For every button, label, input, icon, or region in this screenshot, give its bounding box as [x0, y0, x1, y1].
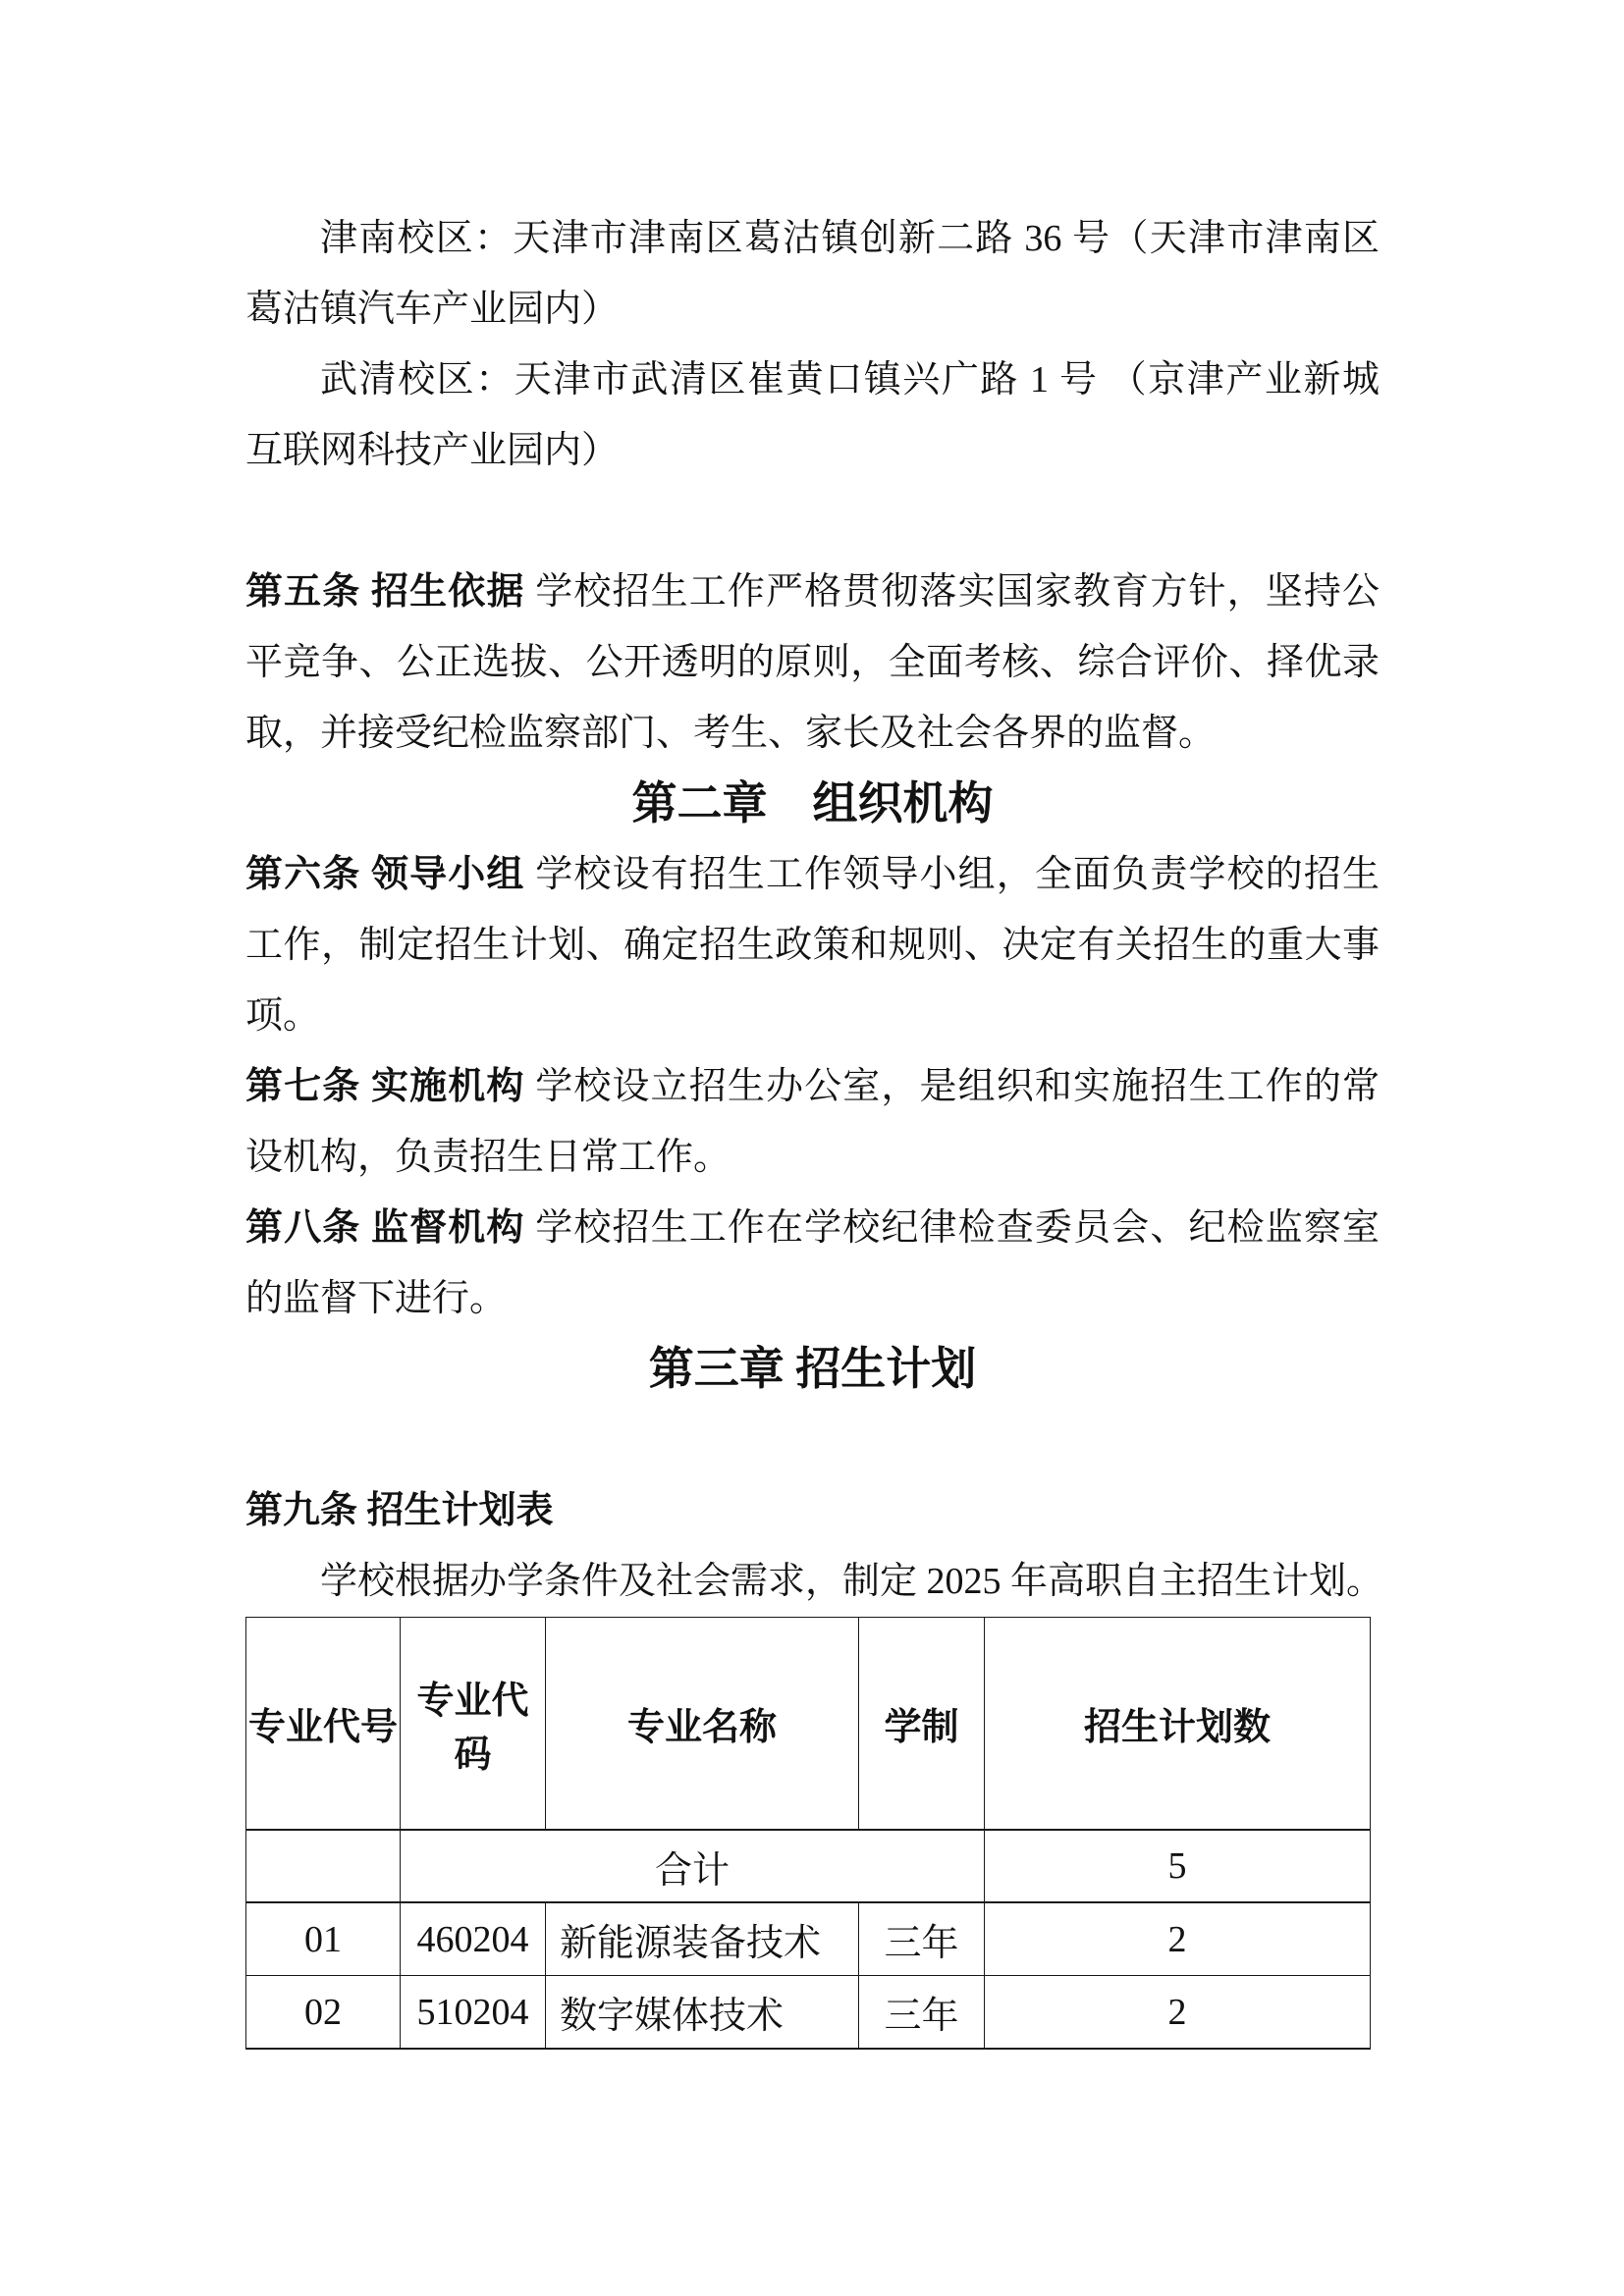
text-line: [245, 1546, 1384, 1617]
blank-line: [245, 486, 1380, 557]
chapter-heading: [245, 1334, 1380, 1405]
total-label-cell: 合计: [401, 1830, 985, 1902]
text-line: [245, 345, 1380, 415]
major-plan-cell: 2: [985, 1902, 1371, 1976]
text-run: 设机构，负责招生日常工作。: [245, 1137, 731, 1178]
major-code-cell: 510204: [401, 1976, 546, 2050]
document-content: [245, 203, 1384, 2050]
text-run: 项。: [245, 995, 321, 1037]
column-header: 专业代码: [401, 1618, 546, 1831]
bold-text-run: 第二章 组织机构: [631, 778, 994, 828]
major-name-cell: 数字媒体技术: [546, 1976, 859, 2050]
text-run: 工作，制定招生计划、确定招生政策和规则、决定有关招生的重大事: [245, 925, 1380, 966]
major-row: [246, 1902, 1371, 1976]
text-line: [245, 415, 1380, 486]
text-line: [245, 981, 1380, 1051]
bold-text-run: 第五条 招生依据: [245, 571, 525, 613]
text-line: [245, 1263, 1380, 1334]
bold-text-run: 第三章 招生计划: [648, 1344, 977, 1394]
text-line: [245, 1122, 1380, 1193]
total-row: [246, 1830, 1371, 1902]
column-header: 专业代号: [246, 1618, 401, 1831]
text-line: [245, 203, 1380, 274]
text-run: 学校根据办学条件及社会需求，制定 2025 年高职自主招生计划。: [320, 1561, 1384, 1602]
text-run: 津南校区：天津市津南区葛沽镇创新二路 36 号（天津市津南区: [320, 218, 1380, 259]
column-header: 学制: [859, 1618, 985, 1831]
text-line: [245, 557, 1380, 627]
text-line: [245, 1193, 1380, 1263]
column-header: 专业名称: [546, 1618, 859, 1831]
text-run: 武清校区：天津市武清区崔黄口镇兴广路 1 号 （京津产业新城: [320, 359, 1380, 400]
text-line: [245, 839, 1380, 910]
major-no-cell: 01: [246, 1902, 401, 1976]
text-run: 学校设有招生工作领导小组，全面负责学校的招生: [524, 854, 1380, 895]
text-run: 平竞争、公正选拔、公开透明的原则，全面考核、综合评价、择优录: [245, 642, 1380, 683]
text-line: [245, 1051, 1380, 1122]
text-run: 学校招生工作在学校纪律检查委员会、纪检监察室: [524, 1207, 1380, 1249]
chapter-heading: [245, 769, 1380, 839]
text-line: [245, 910, 1380, 981]
major-no-cell: 02: [246, 1976, 401, 2050]
major-name-cell: 新能源装备技术: [546, 1902, 859, 1976]
major-years-cell: 三年: [859, 1976, 985, 2050]
enrollment-plan-table: [245, 1617, 1371, 2050]
bold-text-run: 第七条 实施机构: [245, 1066, 525, 1107]
text-run: 取，并接受纪检监察部门、考生、家长及社会各界的监督。: [245, 713, 1217, 754]
major-plan-cell: 2: [985, 1976, 1371, 2050]
bold-text-run: 第八条 监督机构: [245, 1207, 525, 1249]
major-code-cell: 460204: [401, 1902, 546, 1976]
text-line: [245, 1475, 1380, 1546]
text-run: 互联网科技产业园内）: [245, 430, 620, 471]
text-run: 学校招生工作严格贯彻落实国家教育方针，坚持公: [524, 571, 1380, 613]
text-run: 学校设立招生办公室，是组织和实施招生工作的常: [524, 1066, 1380, 1107]
plan-table-body: [246, 1830, 1371, 2049]
text-run: 的监督下进行。: [245, 1278, 508, 1319]
total-row-empty-cell: [246, 1830, 401, 1902]
plan-table-header: [246, 1618, 1371, 1831]
text-line: [245, 627, 1380, 698]
column-header: 招生计划数: [985, 1618, 1371, 1831]
text-run: 葛沽镇汽车产业园内）: [245, 289, 620, 330]
total-value-cell: 5: [985, 1830, 1371, 1902]
major-years-cell: 三年: [859, 1902, 985, 1976]
text-line: [245, 698, 1380, 769]
major-row: [246, 1976, 1371, 2050]
blank-line: [245, 1405, 1380, 1475]
bold-text-run: 第九条 招生计划表: [245, 1490, 554, 1531]
header-row: [246, 1618, 1371, 1831]
bold-text-run: 第六条 领导小组: [245, 854, 525, 895]
document-body-text: [245, 203, 1384, 1617]
text-line: [245, 274, 1380, 345]
